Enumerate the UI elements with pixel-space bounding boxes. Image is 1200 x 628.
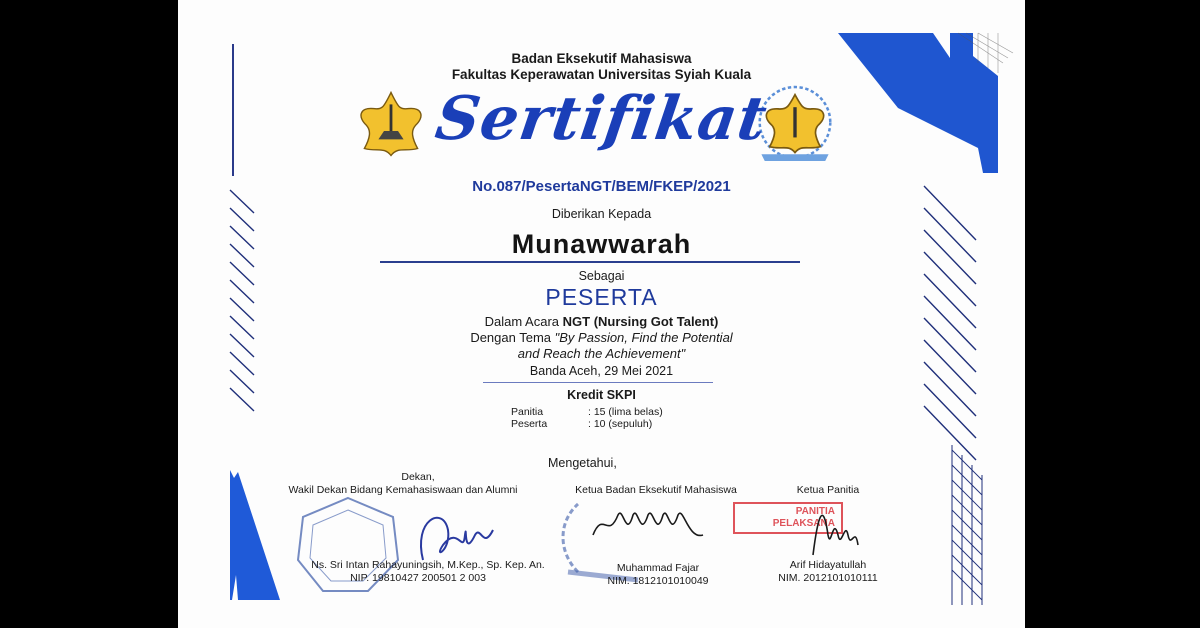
theme-prefix: Dengan Tema <box>470 330 555 345</box>
acknowledged-label: Mengetahui, <box>548 456 617 470</box>
dean-name: Ns. Sri Intan Rahayuningsih, M.Kep., Sp. Kep. An. <box>311 559 545 571</box>
theme-text-1: "By Passion, Find the Potential <box>554 330 733 345</box>
theme-line <box>178 330 1025 345</box>
event-line <box>178 314 1025 329</box>
certificate-number: No.087/PesertaNGT/BEM/FKEP/2021 <box>472 178 731 195</box>
credit-row-panitia: Panitia : 15 (lima belas) <box>511 406 663 418</box>
committee-chair-name: Arif Hidayatullah <box>789 559 867 571</box>
right-grid-decoration <box>950 445 990 610</box>
bem-chair-signature <box>588 500 708 550</box>
dean-position-2: Wakil Dekan Bidang Kemahasiswaan dan Alumni <box>288 484 518 496</box>
committee-chair-id: NIM. 2012101010111 <box>778 572 878 584</box>
certificate-page <box>178 0 1025 628</box>
place-date: Banda Aceh, 29 Mei 2021 <box>529 364 674 378</box>
date-underline <box>483 382 713 383</box>
credit-row-peserta: Peserta : 10 (sepuluh) <box>511 418 653 430</box>
organization-name: Badan Eksekutif Mahasiswa <box>511 51 692 66</box>
faculty-name: Fakultas Keperawatan Universitas Syiah Kuala <box>451 67 752 82</box>
committee-stamp: PANITIA PELAKSANA <box>733 502 843 534</box>
name-underline <box>380 261 800 263</box>
as-label: Sebagai <box>578 269 625 283</box>
bem-chair-position: Ketua Badan Eksekutif Mahasiswa <box>575 484 737 496</box>
certificate-title: Sertifikat <box>431 84 772 154</box>
given-to-label: Diberikan Kepada <box>551 207 652 221</box>
credits-title: Kredit SKPI <box>567 388 636 402</box>
bem-chair-id: NIM. 1812101010049 <box>607 575 709 587</box>
left-blue-corner-shape <box>178 450 288 628</box>
committee-chair-position: Ketua Panitia <box>796 484 860 496</box>
recipient-name: Munawwarah <box>511 229 692 259</box>
event-name: NGT (Nursing Got Talent) <box>562 314 719 329</box>
dean-id: NIP. 19810427 200501 2 003 <box>350 572 486 584</box>
theme-text-2: and Reach the Achievement" <box>517 346 686 361</box>
role-title: PESERTA <box>545 284 658 310</box>
committee-chair-signature <box>803 495 863 560</box>
dean-position-1: Dekan, <box>401 471 435 483</box>
bem-chair-name: Muhammad Fajar <box>616 562 700 574</box>
event-prefix: Dalam Acara <box>484 314 563 329</box>
